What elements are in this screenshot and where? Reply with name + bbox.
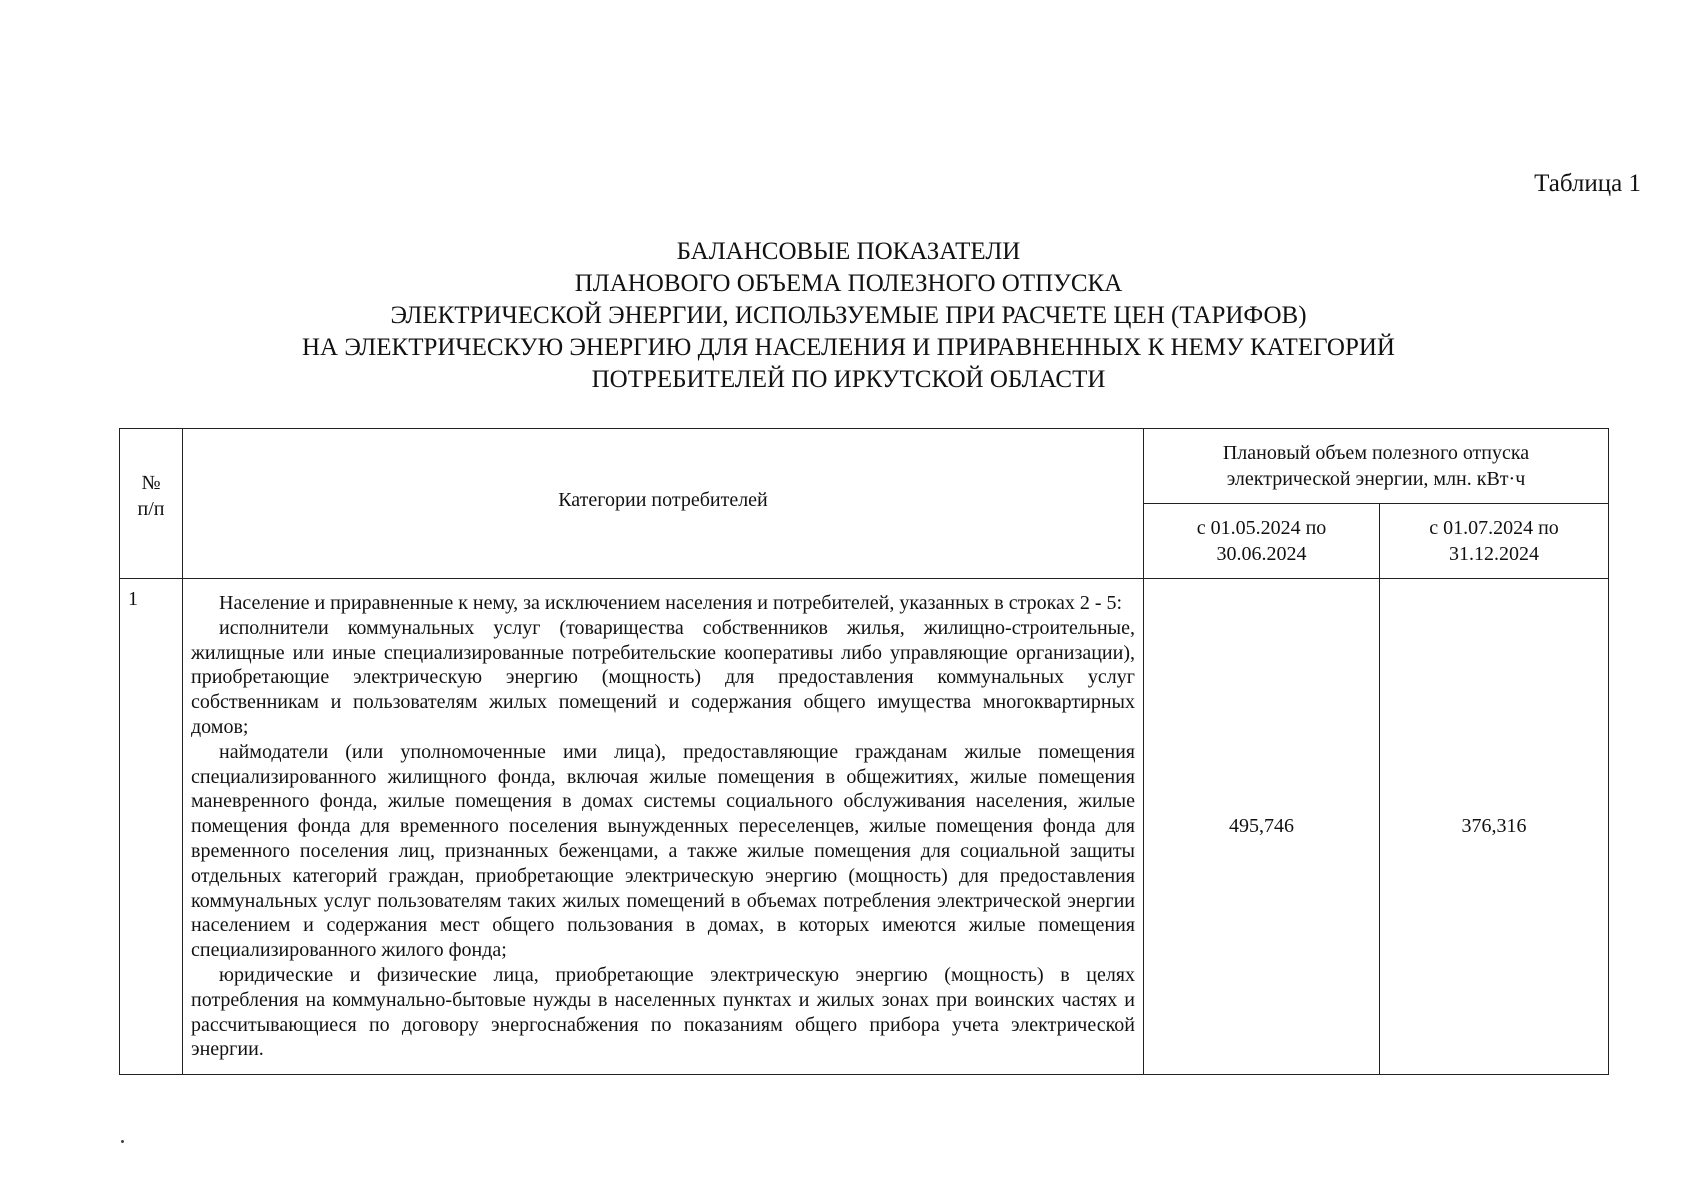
period-2-line: 31.12.2024 bbox=[1449, 543, 1539, 565]
header-volume-line: Плановый объем полезного отпуска bbox=[1222, 442, 1530, 464]
period-1-line: с 01.05.2024 по bbox=[1196, 517, 1327, 539]
table-row bbox=[120, 579, 1609, 1075]
header-row bbox=[120, 429, 1609, 504]
balance-table bbox=[119, 428, 1609, 1075]
row-category-text bbox=[183, 579, 1144, 1075]
row-value-period-1: 495,746 bbox=[1144, 579, 1380, 1075]
table-number-label: Таблица 1 bbox=[1534, 170, 1641, 197]
category-paragraph: исполнители коммунальных услуг (товарищества собственников жилья, жилищно-строительные, жилищные или иные специализированные потребительские кооперативы либо управляющие организации), приобретающие электрическую энергию (мощность) для предоставления коммунальных услуг собственникам и пользователям жилых помещений и содержания общего имущества многоквартирных домов; bbox=[191, 616, 1135, 738]
category-paragraph: Население и приравненные к нему, за исключением населения и потребителей, указанных в строках 2 - 5: bbox=[219, 592, 1123, 614]
header-period-2 bbox=[1380, 504, 1609, 579]
header-period-1 bbox=[1144, 504, 1380, 579]
header-category-cell: Категории потребителей bbox=[183, 429, 1144, 579]
title-line: ЭЛЕКТРИЧЕСКОЙ ЭНЕРГИИ, ИСПОЛЬЗУЕМЫЕ ПРИ РАСЧЕТЕ ЦЕН (ТАРИФОВ) bbox=[390, 302, 1307, 329]
scan-speck bbox=[121, 1140, 124, 1143]
header-volume-line: электрической энергии, млн. кВт·ч bbox=[1226, 468, 1526, 490]
category-paragraph: наймодатели (или уполномоченные ими лица), предоставляющие гражданам жилые помещения специализированного жилищного фонда, включая жилые помещения в общежитиях, жилые помещения маневренного фонда, жилые помещения в домах системы социального обслуживания населения, жилые помещения фонда для временного поселения вынужденных переселенцев, жилые помещения фонда для временного поселения лиц, признанных беженцами, а также жилые помещения для социальной защиты отдельных категорий граждан, приобретающие электрическую энергию (мощность) для предоставления коммунальных услуг пользователям таких жилых помещений в объемах потребления электрической энергии населением и содержания мест общего пользования в домах, в которых имеются жилые помещения специализированного жилого фонда; bbox=[191, 740, 1135, 962]
header-volume-group bbox=[1144, 429, 1609, 504]
title-line: ПОТРЕБИТЕЛЕЙ ПО ИРКУТСКОЙ ОБЛАСТИ bbox=[591, 366, 1106, 393]
category-paragraph: юридические и физические лица, приобретающие электрическую энергию (мощность) в целях потребления на коммунально-бытовые нужды в населенных пунктах и жилых зонах при воинских частях и рассчитывающиеся по договору энергоснабжения по показаниям общего прибора учета электрической энергии. bbox=[191, 963, 1135, 1061]
header-number-symbol: № bbox=[141, 471, 161, 494]
header-number-cell bbox=[120, 429, 183, 579]
row-number: 1 bbox=[120, 579, 183, 1075]
period-1-line: 30.06.2024 bbox=[1216, 543, 1307, 565]
row-value-period-2: 376,316 bbox=[1380, 579, 1609, 1075]
title-line: БАЛАНСОВЫЕ ПОКАЗАТЕЛИ bbox=[676, 238, 1021, 265]
title-line: ПЛАНОВОГО ОБЪЕМА ПОЛЕЗНОГО ОТПУСКА bbox=[574, 270, 1123, 297]
header-number-abbr: п/п bbox=[137, 497, 165, 520]
title-line: НА ЭЛЕКТРИЧЕСКУЮ ЭНЕРГИЮ ДЛЯ НАСЕЛЕНИЯ И ПРИРАВНЕННЫХ К НЕМУ КАТЕГОРИЙ bbox=[302, 334, 1395, 361]
period-2-line: с 01.07.2024 по bbox=[1429, 517, 1559, 539]
document-title bbox=[0, 236, 1697, 396]
